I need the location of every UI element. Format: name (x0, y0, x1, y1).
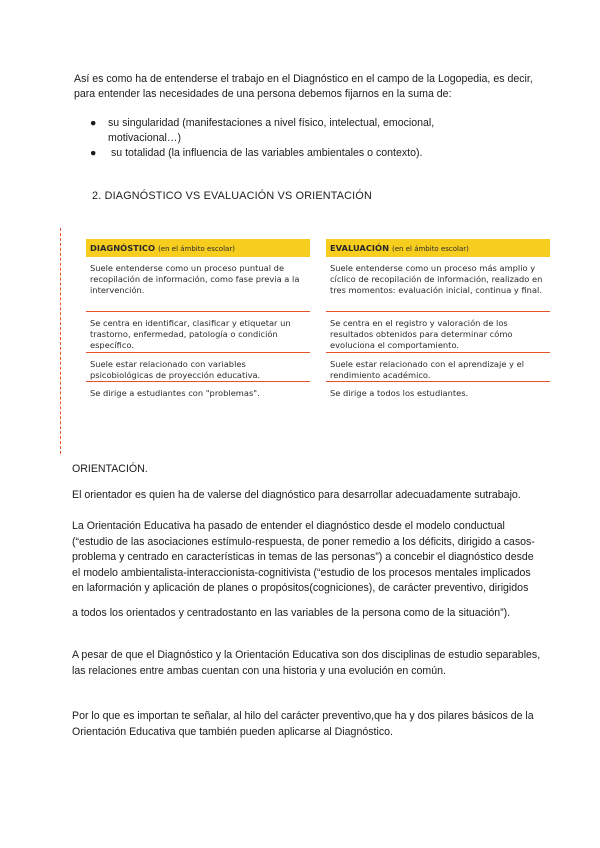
intro-paragraph: Así es como ha de entenderse el trabajo en el Diagnóstico en el campo de la Logopedia, es decir, para entender las necesidades de una persona debemos fijarnos en la suma de: (74, 73, 533, 100)
evaluacion-column (326, 239, 550, 406)
diagnostico-column (86, 239, 310, 406)
evaluacion-title: EVALUACIÓN (330, 243, 390, 253)
evaluacion-row: Se dirige a todos los estudiantes. (330, 388, 469, 398)
diagnostico-row: Se centra en identificar, clasificar y etiquetar un trastorno, enfermedad, patología o condición específico. (86, 312, 310, 353)
section-heading: 2. DIAGNÓSTICO VS EVALUACIÓN VS ORIENTACIÓN (92, 190, 372, 202)
diagnostico-title: DIAGNÓSTICO (90, 243, 156, 253)
diagnostico-row: Se dirige a estudiantes con "problemas". (90, 388, 260, 398)
orientacion-paragraph: El orientador es quien ha de valerse del diagnóstico para desarrollar adecuadamente sutrabajo. (72, 489, 521, 501)
evaluacion-header (326, 239, 550, 257)
orientacion-paragraph: a todos los orientados y centradostanto en las variables de la persona como de la situación”). (72, 607, 511, 619)
diagnostico-row: Suele estar relacionado con variables psicobiológicas de proyección educativa. (86, 353, 310, 382)
list-item (90, 116, 510, 146)
orientacion-heading: ORIENTACIÓN. (72, 463, 148, 475)
orientacion-paragraph: La Orientación Educativa ha pasado de entender el diagnóstico desde el modelo conductual (“estudio de las asociaciones estímulo-respuesta, de poner remedio a los déficits, dirigido a casos-problema y centrado en características in temas de las personas”) a concebir el diagnóstico desde el modelo ambientalista-interaccionista-cognitivista (“estudio de los procesos mentales implicados en laformación y aplicación de planes o propósitos(cogniciones), de carácter preventivo, dirigidos (72, 520, 535, 595)
bullet-text-totalidad: su totalidad (la influencia de las variables ambientales o contexto). (108, 147, 423, 159)
orientacion-paragraph: Por lo que es importan te señalar, al hilo del carácter preventivo,que ha y dos pilares básicos de la Orientación Educativa que también pueden aplicarse al Diagnóstico. (72, 710, 534, 738)
evaluacion-row: Suele estar relacionado con el aprendizaje y el rendimiento académico. (326, 353, 550, 382)
bullet-icon: ● (90, 147, 97, 159)
evaluacion-row: Se centra en el registro y valoración de los resultados obtenidos para determinar cómo evoluciona el comportamiento. (326, 312, 550, 353)
diagnostico-subtitle: (en el ámbito escolar) (158, 245, 235, 253)
bullet-icon: ● (90, 117, 97, 129)
diagnostico-header (86, 239, 310, 257)
comparison-figure (60, 228, 560, 454)
diagnostico-row: Suele entenderse como un proceso puntual de recopilación de información, como fase previa a la intervención. (86, 257, 310, 312)
orientacion-paragraph: A pesar de que el Diagnóstico y la Orientación Educativa son dos disciplinas de estudio separables, las relaciones entre ambas cuentan con una historia y una evolución en común. (72, 649, 541, 677)
figure-left-border (60, 228, 61, 454)
evaluacion-subtitle: (en el ámbito escolar) (392, 245, 469, 253)
list-item (90, 146, 510, 161)
bullet-text-singularidad: su singularidad (manifestaciones a nivel físico, intelectual, emocional, motivacional…) (108, 117, 435, 144)
bullet-list (90, 116, 510, 161)
evaluacion-row: Suele entenderse como un proceso más amplio y cíclico de recopilación de información, realizado en tres momentos: evaluación inicial, continua y final. (326, 257, 550, 312)
